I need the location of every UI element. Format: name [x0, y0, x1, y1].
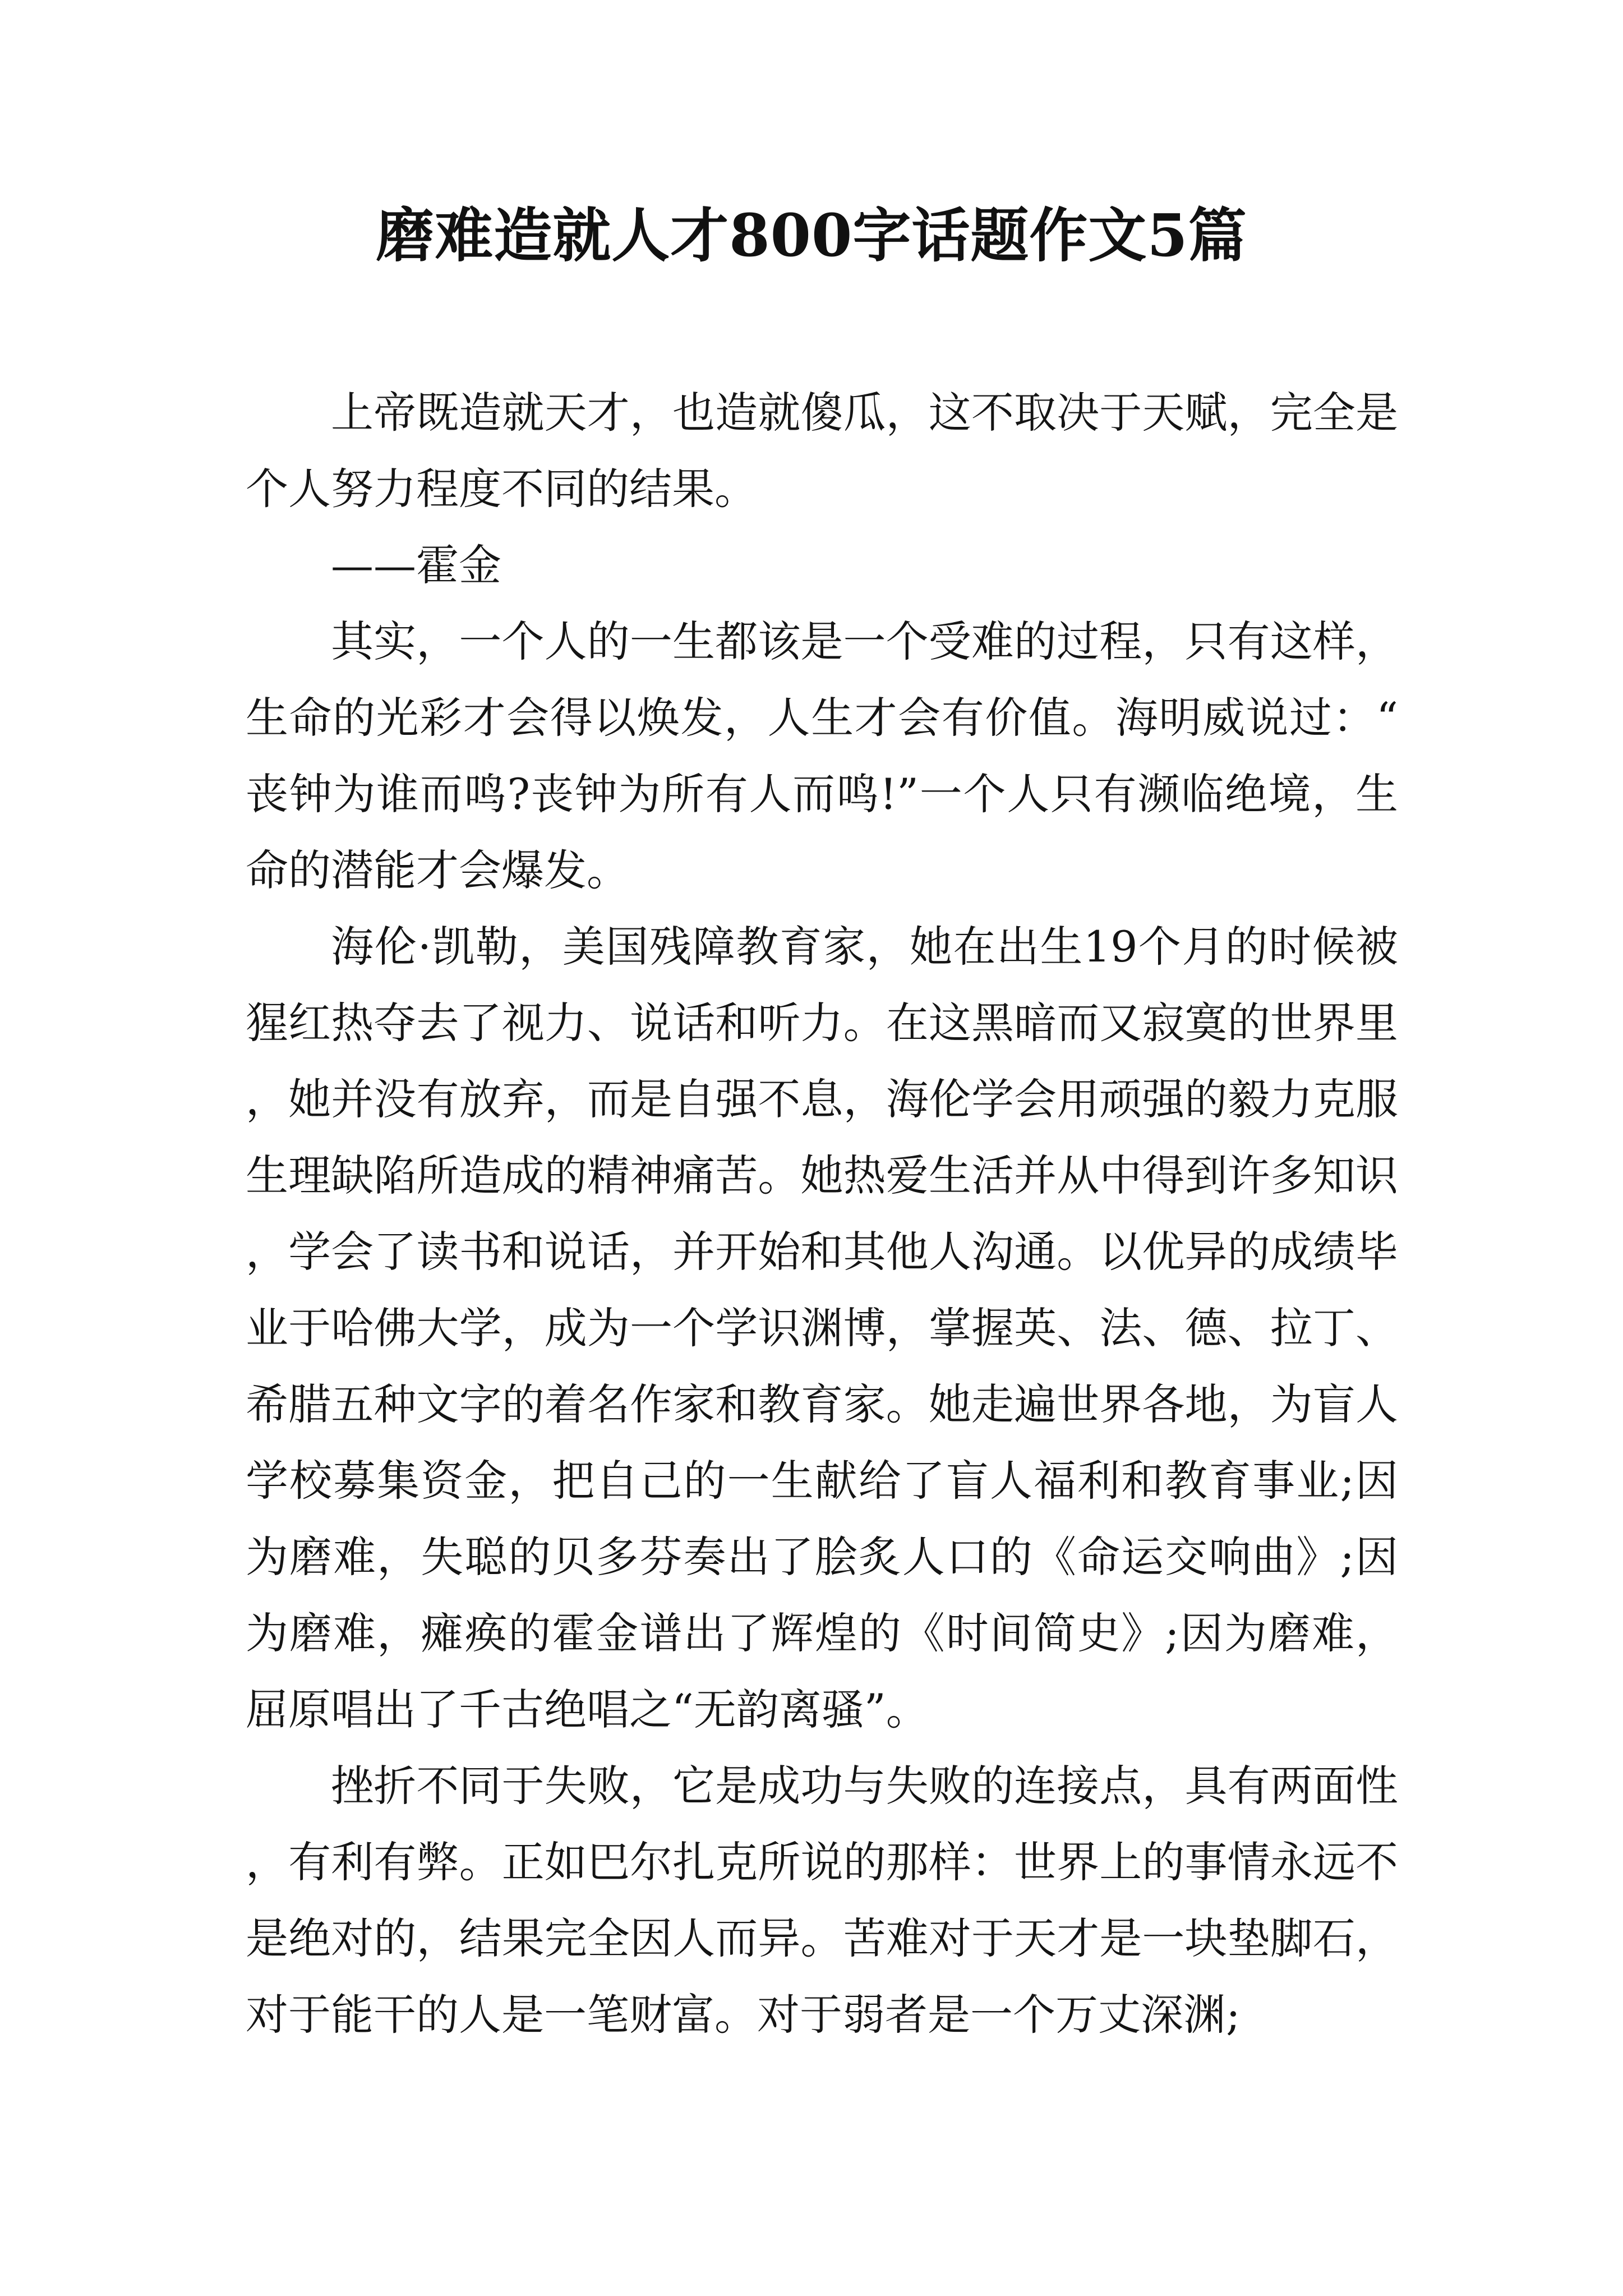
paragraph-attribution: ——霍金	[331, 540, 501, 590]
document-body	[246, 375, 1398, 2053]
paragraph-1: 其实，一个人的一生都该是一个受难的过程，只有这样，生命的光彩才会得以焕发，人生才会有价值。海明威说过：“丧钟为谁而鸣?丧钟为所有人而鸣!”一个人只有濒临绝境，生命的潜能才会爆发。	[246, 616, 1398, 895]
paragraph-quote: 上帝既造就天才，也造就傻瓜，这不取决于天赋，完全是个人努力程度不同的结果。	[246, 388, 1398, 514]
paragraph-2: 海伦·凯勒，美国残障教育家，她在出生19个月的时候被猩红热夺去了视力、说话和听力。在这黑暗而又寂寞的世界里，她并没有放弃，而是自强不息，海伦学会用顽强的毅力克服生理缺陷所造成的精神痛苦。她热爱生活并从中得到许多知识，学会了读书和说话，并开始和其他人沟通。以优异的成绩毕业于哈佛大学，成为一个学识渊博，掌握英、法、德、拉丁、希腊五种文字的着名作家和教育家。她走遍世界各地，为盲人学校募集资金，把自己的一生献给了盲人福利和教育事业;因为磨难，失聪的贝多芬奏出了脍炙人口的《命运交响曲》;因为磨难，瘫痪的霍金谱出了辉煌的《时间简史》;因为磨难，屈原唱出了千古绝唱之“无韵离骚”。	[246, 922, 1398, 1734]
paragraph-3: 挫折不同于失败，它是成功与失败的连接点，具有两面性，有利有弊。正如巴尔扎克所说的那样：世界上的事情永远不是绝对的，结果完全因人而异。苦难对于天才是一块垫脚石，对于能干的人是一笔财富。对于弱者是一个万丈深渊;	[246, 1761, 1398, 2040]
document-title: 磨难造就人才800字话题作文5篇	[376, 201, 1247, 270]
